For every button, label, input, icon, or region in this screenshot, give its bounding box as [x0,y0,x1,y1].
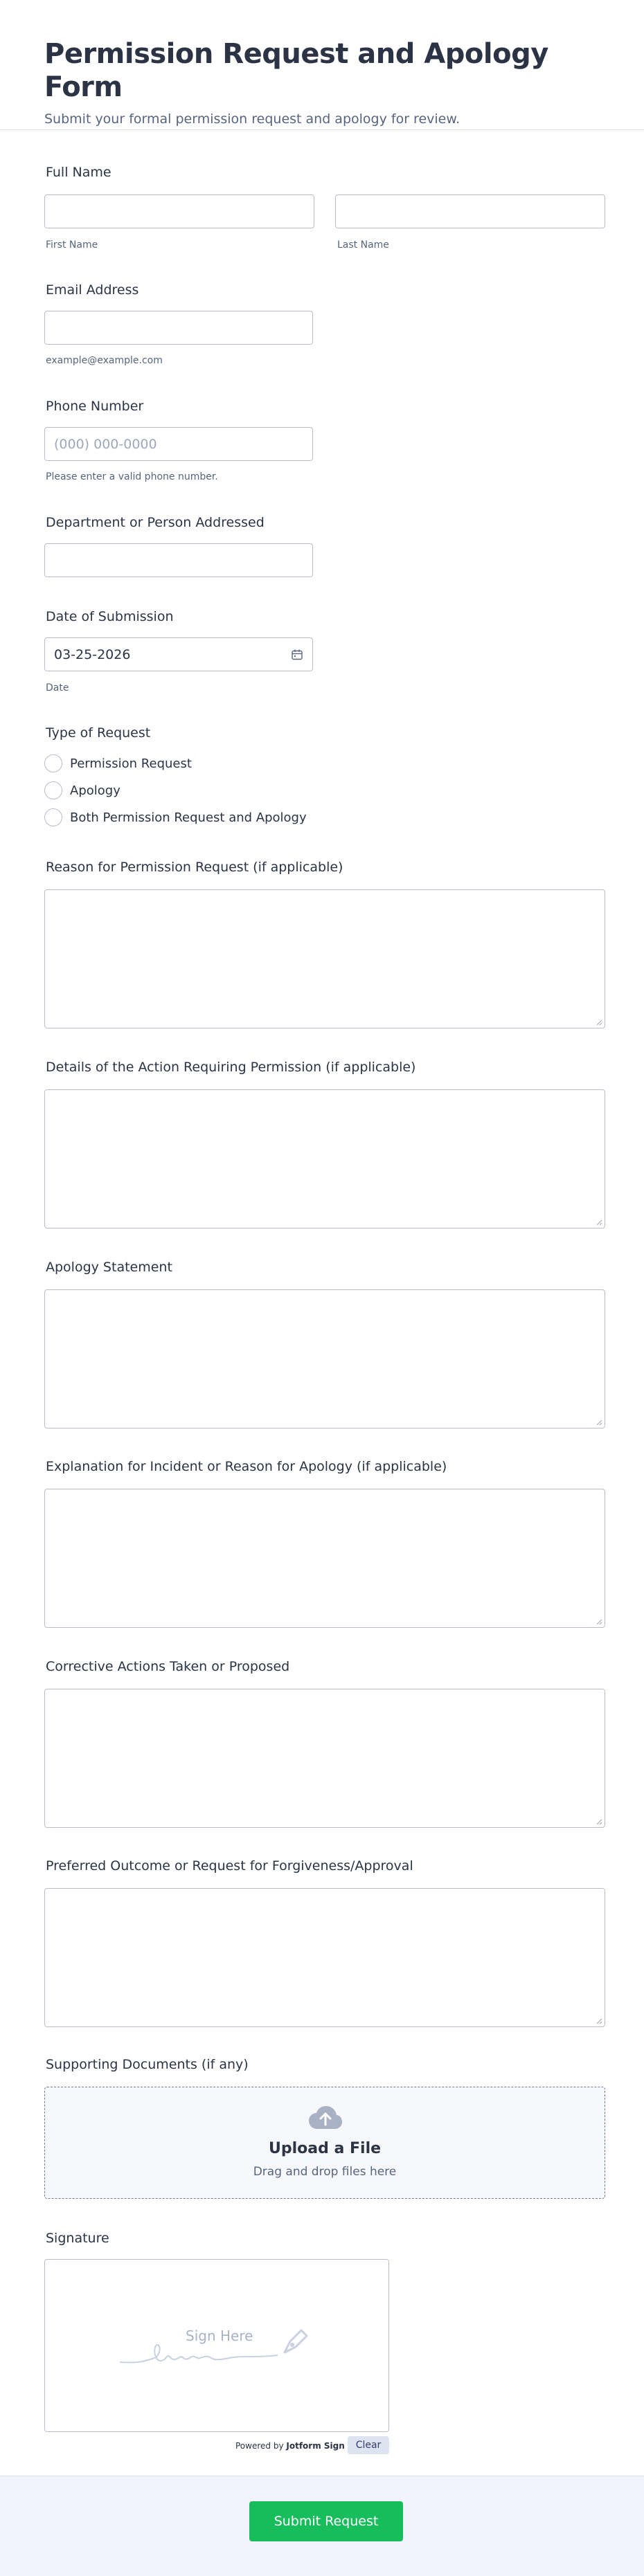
signature-pad[interactable] [44,2259,389,2432]
first-name-sublabel: First Name [46,239,98,251]
resize-grip-icon [596,1818,602,1825]
last-name-input[interactable] [335,194,605,228]
phone-label: Phone Number [46,399,144,414]
details-textarea[interactable] [44,1089,605,1228]
request-type-label: Type of Request [46,725,151,741]
form-header [0,0,644,130]
resize-grip-icon [596,1219,602,1226]
email-sublabel: example@example.com [46,355,163,366]
email-label: Email Address [46,282,139,298]
clear-signature-button[interactable]: Clear [348,2436,389,2454]
radio-label: Permission Request [70,756,192,771]
explanation-label: Explanation for Incident or Reason for Apology (if applicable) [46,1459,447,1474]
phone-sublabel: Please enter a valid phone number. [46,471,218,482]
first-name-input[interactable] [44,194,314,228]
resize-grip-icon [596,1618,602,1625]
radio-circle[interactable] [44,808,62,826]
date-sublabel: Date [46,682,69,693]
date-input[interactable] [44,637,313,671]
form-subtitle: Submit your formal permission request and apology for review. [44,111,460,127]
pen-nib-icon [280,2326,311,2357]
email-input[interactable] [44,311,313,345]
outcome-label: Preferred Outcome or Request for Forgiveness/Approval [46,1858,413,1874]
powered-by-text [235,2441,345,2451]
radio-option-both[interactable] [44,808,307,827]
reason-label: Reason for Permission Request (if applicable) [46,860,343,875]
department-label: Department or Person Addressed [46,515,265,530]
details-label: Details of the Action Requiring Permission (if applicable) [46,1060,416,1075]
powered-prefix: Powered by [235,2441,284,2451]
resize-grip-icon [596,1419,602,1426]
full-name-label: Full Name [46,165,111,180]
last-name-sublabel: Last Name [337,239,389,251]
reason-textarea[interactable] [44,889,605,1028]
form-title: Permission Request and Apology Form [44,38,548,103]
signature-placeholder: Sign Here [186,2328,253,2344]
cloud-upload-icon [308,2105,343,2130]
date-value: 03-25-2026 [54,646,131,662]
corrective-label: Corrective Actions Taken or Proposed [46,1659,290,1674]
radio-label: Apology [70,783,120,798]
radio-circle[interactable] [44,781,62,799]
calendar-icon[interactable] [291,648,303,661]
submit-button[interactable]: Submit Request [249,2501,403,2541]
signature-label: Signature [46,2231,109,2246]
apology-textarea[interactable] [44,1289,605,1428]
resize-grip-icon [596,1019,602,1026]
phone-input[interactable]: (000) 000-0000 [44,427,313,461]
radio-option-apology[interactable] [44,781,120,800]
date-label: Date of Submission [46,609,174,624]
corrective-textarea[interactable] [44,1689,605,1828]
outcome-textarea[interactable] [44,1888,605,2027]
apology-label: Apology Statement [46,1260,172,1275]
radio-label: Both Permission Request and Apology [70,810,307,825]
form-footer [0,2476,644,2576]
upload-title: Upload a File [268,2140,382,2157]
powered-brand: Jotform Sign [286,2441,345,2451]
upload-subtitle: Drag and drop files here [253,2165,397,2179]
upload-label: Supporting Documents (if any) [46,2057,249,2072]
upload-dropzone[interactable] [44,2087,605,2199]
radio-circle[interactable] [44,754,62,772]
resize-grip-icon [596,2017,602,2024]
department-input[interactable] [44,543,313,577]
radio-option-permission[interactable] [44,754,192,773]
explanation-textarea[interactable] [44,1489,605,1628]
